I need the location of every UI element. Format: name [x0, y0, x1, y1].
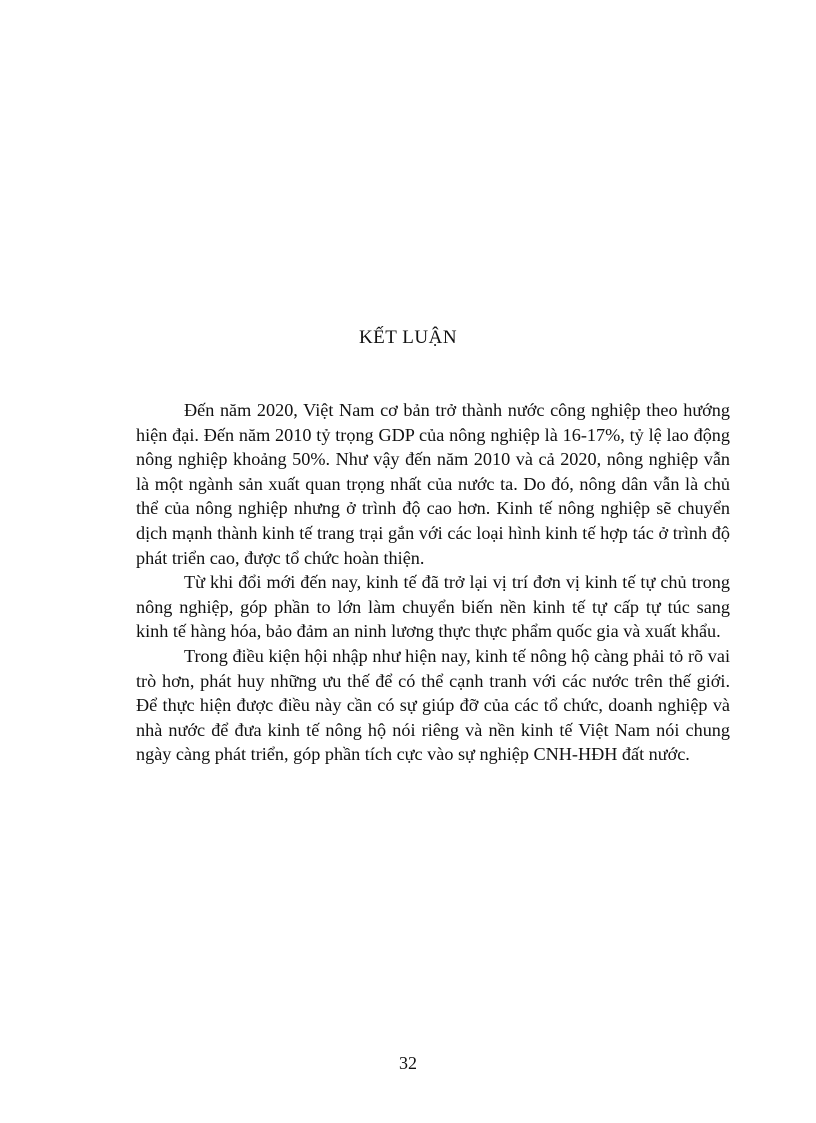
paragraph-1: Đến năm 2020, Việt Nam cơ bản trở thành nước công nghiệp theo hướng hiện đại. Đến năm 2010 tỷ trọng GDP của nông nghiệp là 16-17%, tỷ lệ lao động nông nghiệp khoảng 50%. Như vậy đến năm 2010 và cả 2020, nông nghiệp vẫn là một ngành sản xuất quan trọng nhất của nước ta. Do đó, nông dân vẫn là chủ thể của nông nghiệp nhưng ở trình độ cao hơn. Kinh tế nông nghiệp sẽ chuyển dịch mạnh thành kinh tế trang trại gắn với các loại hình kinh tế hợp tác ở trình độ phát triển cao, được tổ chức hoàn thiện. — [136, 400, 730, 568]
page-number: 32 — [399, 1053, 417, 1073]
page-title: KẾT LUẬN — [358, 327, 458, 348]
body-text — [136, 398, 730, 767]
paragraph-3: Trong điều kiện hội nhập như hiện nay, kinh tế nông hộ càng phải tỏ rõ vai trò hơn, phát huy những ưu thế để có thể cạnh tranh với các nước trên thế giới. Để thực hiện được điều này cần có sự giúp đỡ của các tổ chức, doanh nghiệp và nhà nước để đưa kinh tế nông hộ nói riêng và nền kinh tế Việt Nam nói chung ngày càng phát triển, góp phần tích cực vào sự nghiệp CNH-HĐH đất nước. — [136, 645, 730, 765]
paragraph-2: Từ khi đổi mới đến nay, kinh tế đã trở lại vị trí đơn vị kinh tế tự chủ trong nông nghiệp, góp phần to lớn làm chuyển biến nền kinh tế tự cấp tự túc sang kinh tế hàng hóa, bảo đảm an ninh lương thực thực phẩm quốc gia và xuất khẩu. — [136, 572, 730, 642]
